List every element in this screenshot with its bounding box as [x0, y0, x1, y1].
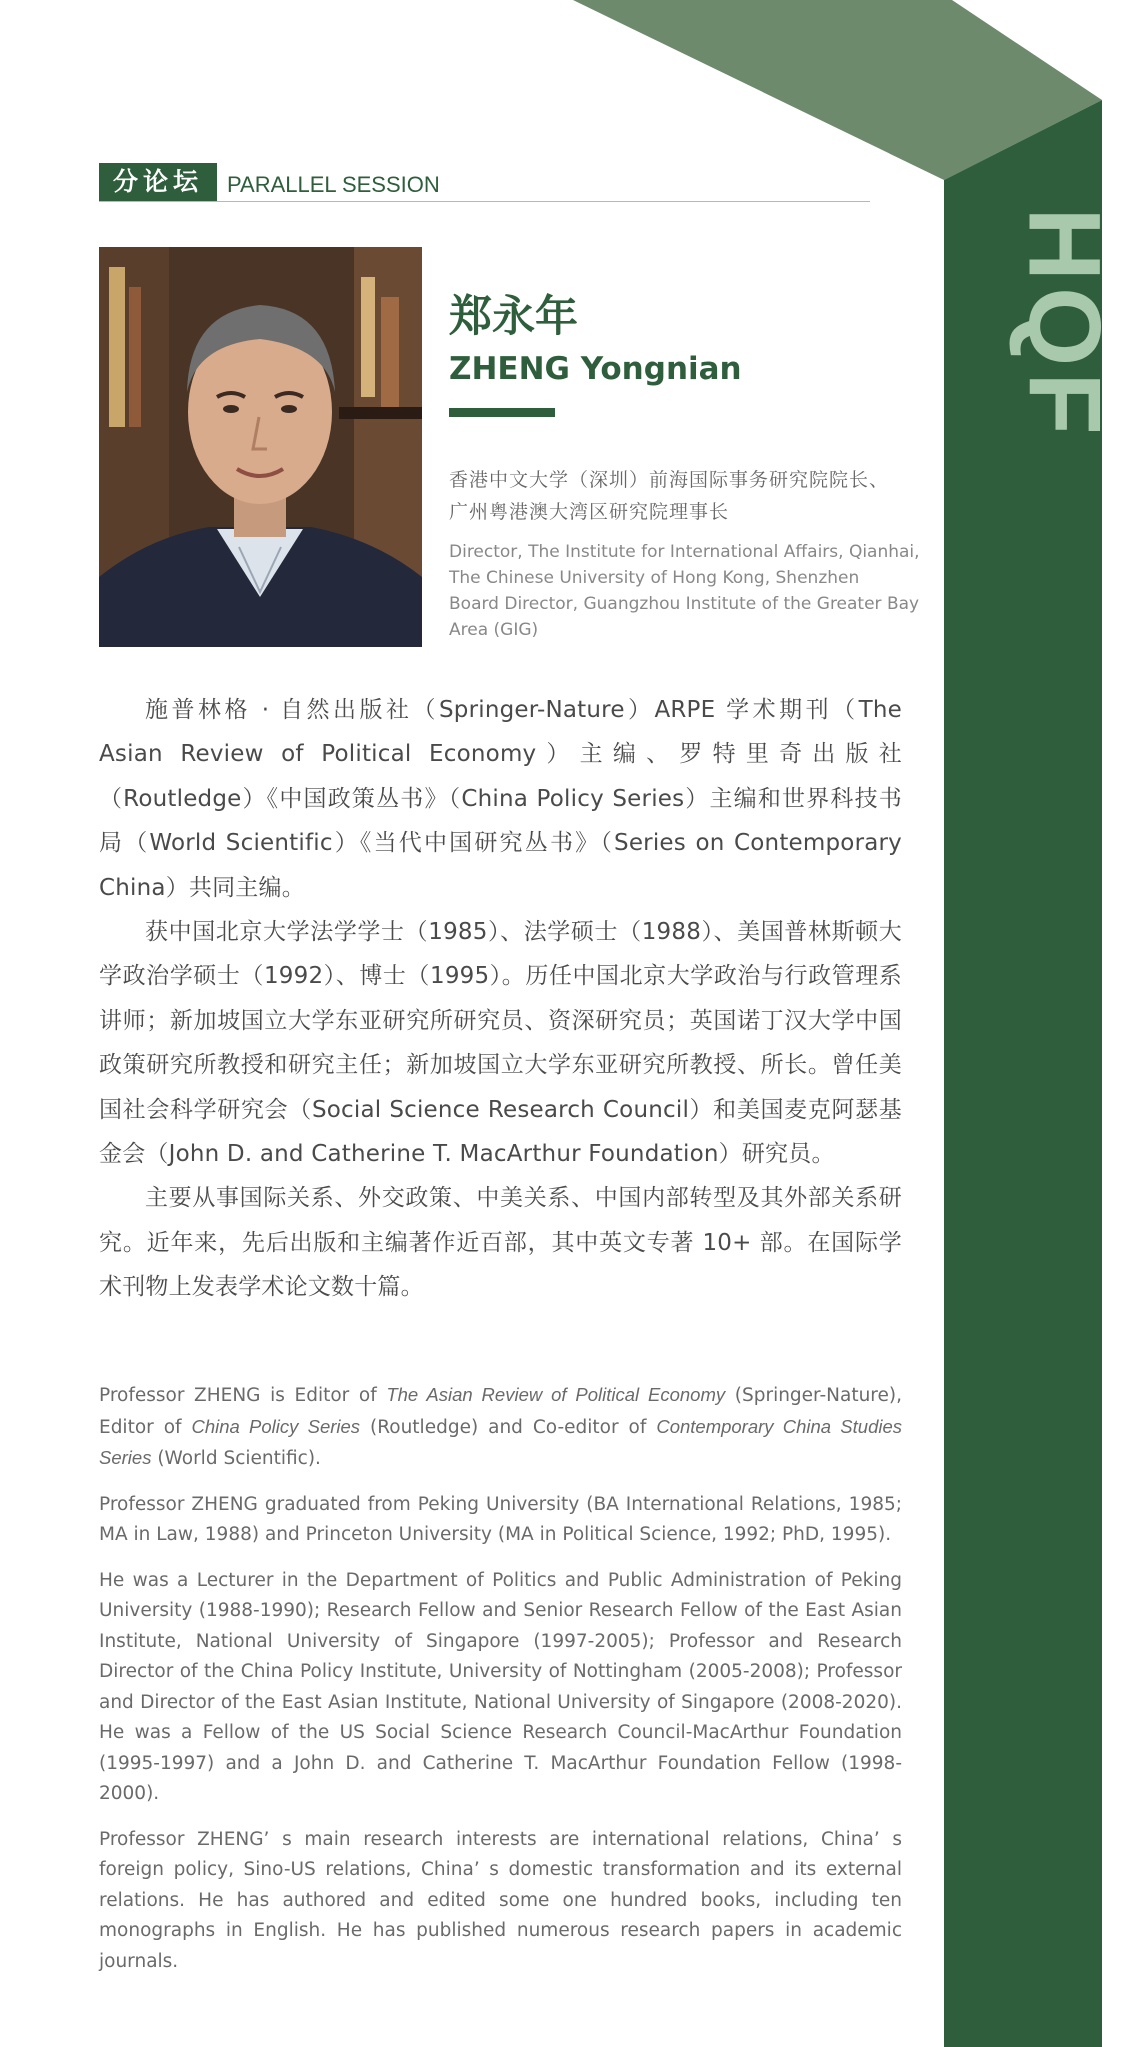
bio-en-paragraph: He was a Lecturer in the Department of Politics and Public Administration of Peking University (1988-1990); Research Fellow and Senior Research Fellow of the East Asian Institute, National University of Singapore (1997-2005); Professor and Research Director of the China Policy Institute, University of Nottingham (2005-2008); Professor and Director of the East Asian Institute, National University of Singapore (2008-2020). He was a Fellow of the US Social Science Research Council-MacArthur Foundation (1995-1997) and a John D. and Catherine T. MacArthur Foundation Fellow (1998-2000). — [99, 1569, 902, 1804]
title-en-line: The Chinese University of Hong Kong, Shenzhen — [449, 568, 860, 588]
bio-zh-paragraph: 主要从事国际关系、外交政策、中美关系、中国内部转型及其外部关系研究。近年来，先后出版和主编著作近百部，其中英文专著 10+ 部。在国际学术刊物上发表学术论文数十篇。 — [99, 1185, 902, 1301]
bio-en-text: (Routledge) and Co-editor of — [360, 1416, 657, 1438]
session-label: PARALLEL SESSION — [227, 172, 440, 197]
sidebar-hqf-text: HQF — [1007, 207, 1122, 441]
name-chinese: 郑永年 — [449, 292, 578, 342]
bio-zh-paragraph: 施普林格 · 自然出版社（Springer-Nature）ARPE 学术期刊（The Asian Review of Political Economy）主编、罗特里奇出版社（Routledge）《中国政策丛书》（China Policy Series）主编和世界科技书局（World Scientific）《当代中国研究丛书》（Series on Contemporary China）共同主编。 — [99, 697, 902, 901]
bio-en-text: Professor ZHENG is Editor of — [99, 1385, 387, 1406]
journal-title: The Asian Review of Political Economy — [386, 1384, 726, 1405]
title-zh-line: 香港中文大学（深圳）前海国际事务研究院院长、 — [449, 469, 890, 491]
bio-en-text: (World Scientific). — [151, 1448, 321, 1469]
session-badge: 分论坛 — [99, 163, 217, 201]
title-english — [449, 539, 921, 643]
name-underline-bar — [449, 408, 555, 417]
title-en-line: Director, The Institute for International Affairs, Qianhai, — [449, 542, 920, 562]
title-en-line: Board Director, Guangzhou Institute of the Greater Bay — [449, 594, 920, 614]
title-en-line: Area (GIG) — [449, 620, 539, 640]
session-header — [99, 163, 870, 202]
title-zh-line: 广州粤港澳大湾区研究院理事长 — [449, 501, 730, 523]
bio-en-paragraph: Professor ZHENG graduated from Peking University (BA International Relations, 1985; MA in Law, 1988) and Princeton University (MA in Political Science, 1992; PhD, 1995). — [99, 1493, 902, 1545]
series-title: China Policy Series — [191, 1415, 361, 1437]
bio-en-text: (Springer-Nature), Editor of — [99, 1385, 902, 1438]
bio-english — [99, 1380, 902, 1992]
bio-zh-paragraph: 获中国北京大学法学学士（1985）、法学硕士（1988）、美国普林斯顿大学政治学硕士（1992）、博士（1995）。历任中国北京大学政治与行政管理系讲师；新加坡国立大学东亚研究所研究员、资深研究员；英国诺丁汉大学中国政策研究所教授和研究主任；新加坡国立大学东亚研究所教授、所长。曾任美国社会科学研究会（Social Science Research Council）和美国麦克阿瑟基金会（John D. and Catherine T. MacArthur Foundation）研究员。 — [99, 919, 902, 1168]
name-english: ZHENG Yongnian — [449, 351, 742, 387]
bio-en-paragraph — [99, 1380, 902, 1475]
bio-en-paragraph: Professor ZHENG’ s main research interests are international relations, China’ s foreign policy, Sino-US relations, China’ s domestic transformation and its external relations. He has authored and edited some one hundred books, including ten monographs in English. He has published numerous research papers in academic journals. — [99, 1828, 902, 1972]
portrait-photo — [99, 247, 422, 647]
series-title: Contemporary China Studies Series — [99, 1415, 903, 1468]
bio-chinese — [99, 688, 902, 1310]
portrait-illustration — [99, 247, 422, 647]
title-chinese — [449, 464, 921, 528]
